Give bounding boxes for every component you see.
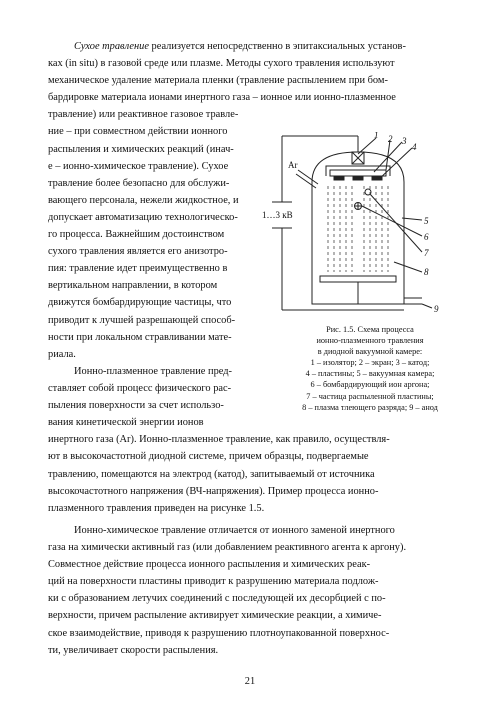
paragraph-line: вертикальном направлении, в котором — [48, 280, 218, 292]
label-5: 5 — [424, 216, 429, 226]
cathode — [330, 170, 386, 176]
caption-line: 4 – пластины; 5 – вакуумная камера; — [305, 369, 435, 379]
label-voltage: 1…3 кВ — [262, 210, 293, 220]
paragraph-line: ках (in situ) в газовой среде или плазме. Методы сухого травления используют — [48, 58, 395, 70]
paragraph-line: пия: травление идет преимущественно в — [48, 263, 228, 275]
figure-caption — [275, 324, 465, 413]
paragraph-line: допускает автоматизацию технологическо- — [48, 211, 238, 223]
paragraph-line: травление) или реактивное газовое травле- — [48, 109, 239, 121]
paragraph-line: го процесса. Важнейшим достоинством — [48, 229, 225, 241]
wafer — [353, 176, 363, 180]
screen — [326, 166, 390, 176]
paragraph-line: ское взаимодействие, приводя к разрушению плотноупакованной поверхнос- — [48, 627, 390, 639]
caption-line: 8 – плазма тлеющего разряда; 9 – анод — [302, 402, 438, 412]
label-8: 8 — [424, 267, 429, 277]
paragraph-line: пыления поверхности за счет использо- — [48, 400, 224, 412]
paragraph-line: ций на поверхности пластины приводит к разрушению материала подлож- — [48, 576, 379, 588]
paragraph-line: риала. — [48, 348, 76, 360]
paragraph-line: Ионно-химическое травление отличается от ионного заменой инертного — [74, 525, 395, 536]
paragraph-line: газа на химически активный газ (или добавлением реактивного агента к аргону). — [48, 542, 407, 554]
caption-line: 6 – бомбардирующий ион аргона; — [310, 380, 430, 390]
caption-line: в диодной вакуумной камере: — [317, 347, 423, 357]
paragraph-line: е – ионно-химическое травление). Сухое — [48, 160, 229, 172]
paragraph-ion-chemical-etching — [48, 522, 448, 659]
paragraph-line: высокочастотного напряжения (ВЧ-напряжения). Пример процесса ионно- — [48, 485, 379, 497]
paragraph-line: механическое удаление материала пленки (травление распылением при бом- — [48, 75, 388, 87]
paragraph-line: ние – при совместном действии ионного — [48, 126, 228, 138]
paragraph-line: травление более безопасно для обслужи- — [48, 177, 230, 189]
label-9: 9 — [434, 304, 439, 314]
paragraph-line: ют в высокочастотной диодной системе, причем образцы, подвергаемые — [48, 451, 369, 463]
anode — [320, 276, 396, 282]
paragraph-line: верхности, причем распыление активирует химические реакции, а химиче- — [48, 610, 382, 622]
page-number: 21 — [244, 676, 256, 687]
paragraph-line: Ионно-плазменное травление пред- — [74, 366, 232, 377]
glow-discharge-plasma — [328, 186, 388, 272]
paragraph-line: инертного газа (Ar). Ионно-плазменное травление, как правило, осуществля- — [48, 434, 390, 446]
paragraph-line: бардировке материала ионами инертного газа – ионное или ионно-плазменное — [48, 92, 396, 104]
caption-title: Рис. 1.5. Схема процесса — [326, 325, 414, 334]
label-7: 7 — [424, 248, 429, 258]
paragraph-line: распыления и химических реакций (инач- — [48, 143, 234, 155]
label-1: 1 — [374, 132, 379, 140]
label-2: 2 — [388, 134, 393, 144]
caption-line: ионно-плазменного травления — [316, 336, 424, 346]
caption-line: 1 – изолятор; 2 – экран; 3 – катод; — [310, 358, 430, 368]
label-6: 6 — [424, 232, 429, 242]
label-4: 4 — [412, 142, 417, 152]
etching-chamber-diagram — [262, 132, 452, 322]
paragraph-line: сухого травления является его анизотро- — [48, 246, 228, 258]
label-3: 3 — [402, 136, 407, 146]
label-argon: Ar — [288, 160, 298, 170]
term-dry-etching: Сухое травление — [74, 41, 149, 52]
paragraph-line: травлению, помещаются на электрод (катод), запитываемый от источника — [48, 468, 375, 480]
paragraph-line: Сухое травление реализуется непосредственно в эпитаксиальных установ- — [74, 41, 406, 52]
paragraph-line: Совместное действие процесса ионного распыления и химических реак- — [48, 559, 371, 571]
paragraph-line: вания кинетической энергии ионов — [48, 417, 204, 429]
paragraph-line: вающего персонала, нежели жидкостное, и — [48, 194, 239, 206]
paragraph-line: приводит к лучшей разрешающей способ- — [48, 314, 236, 326]
paragraph-line: движутся бомбардирующие частицы, что — [48, 297, 232, 309]
paragraph-line: ти, увеличивает скорости распыления. — [48, 644, 219, 656]
paragraph-line: ности при локальном стравливании мате- — [48, 331, 232, 343]
paragraph-line: плазменного травления приведен на рисунке 1.5. — [48, 502, 265, 514]
paragraph-line: ставляет собой процесс физического рас- — [48, 383, 232, 395]
caption-line: 7 – частица распыленной пластины; — [306, 391, 434, 401]
paragraph-line: ки с образованием летучих соединений с последующей их десорбцией с по- — [48, 593, 386, 605]
wafer — [334, 176, 344, 180]
